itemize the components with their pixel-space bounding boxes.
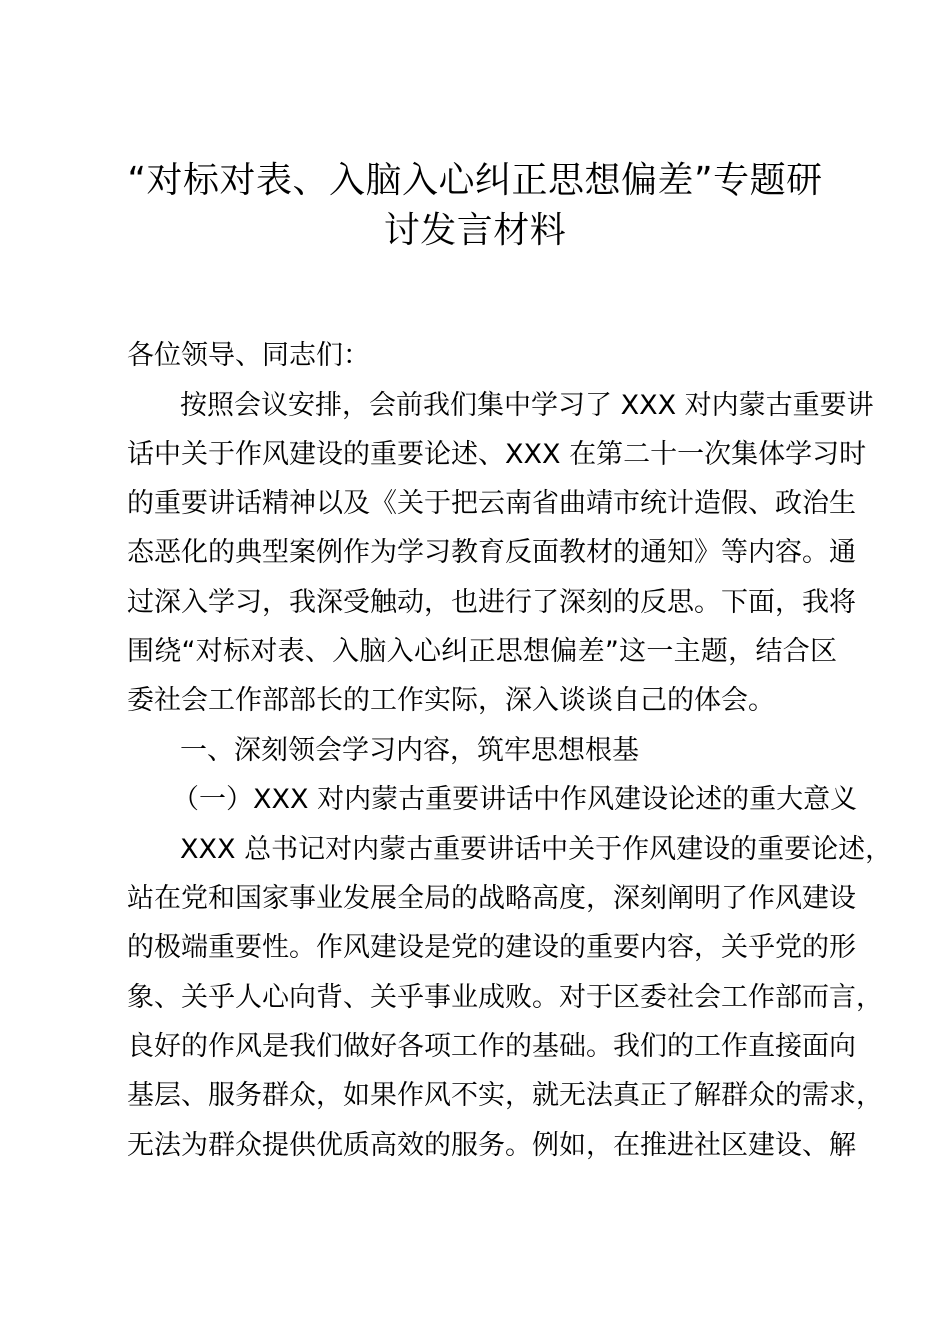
paragraph-line: 无法为群众提供优质高效的服务。例如，在推进社区建设、解 <box>127 1130 856 1161</box>
paragraph-line: 良好的作风是我们做好各项工作的基础。我们的工作直接面向 <box>127 1031 856 1062</box>
paragraph-line: 围绕“对标对表、入脑入心纠正思想偏差”这一主题，结合区 <box>127 636 837 667</box>
title-line-2: 讨发言材料 <box>383 210 567 251</box>
paragraph-line: XXX 总书记对内蒙古重要讲话中关于作风建设的重要论述， <box>180 834 893 865</box>
paragraph-line: 象、关乎人心向背、关乎事业成败。对于区委社会工作部而言， <box>127 982 883 1013</box>
paragraph-line: 过深入学习，我深受触动，也进行了深刻的反思。下面，我将 <box>127 587 856 618</box>
paragraph-line: 委社会工作部部长的工作实际，深入谈谈自己的体会。 <box>127 685 775 716</box>
paragraph-line: 基层、服务群众，如果作风不实，就无法真正了解群众的需求， <box>127 1080 883 1111</box>
paragraph-line: 的重要讲话精神以及《关于把云南省曲靖市统计造假、政治生 <box>127 488 856 519</box>
salutation: 各位领导、同志们： <box>127 340 370 371</box>
paragraph-line: 话中关于作风建设的重要论述、XXX 在第二十一次集体学习时 <box>127 439 867 470</box>
document-title <box>110 156 840 256</box>
paragraph-line: 按照会议安排，会前我们集中学习了 XXX 对内蒙古重要讲 <box>180 390 874 421</box>
paragraph-line: 站在党和国家事业发展全局的战略高度，深刻阐明了作风建设 <box>127 883 856 914</box>
section-heading: 一、深刻领会学习内容，筑牢思想根基 <box>180 735 639 766</box>
subsection-heading: （一）XXX 对内蒙古重要讲话中作风建设论述的重大意义 <box>172 784 858 815</box>
title-line-1: “对标对表、入脑入心纠正思想偏差”专题研 <box>127 160 823 201</box>
paragraph-line: 的极端重要性。作风建设是党的建设的重要内容，关乎党的形 <box>127 932 856 963</box>
paragraph-line: 态恶化的典型案例作为学习教育反面教材的通知》等内容。通 <box>127 537 856 568</box>
